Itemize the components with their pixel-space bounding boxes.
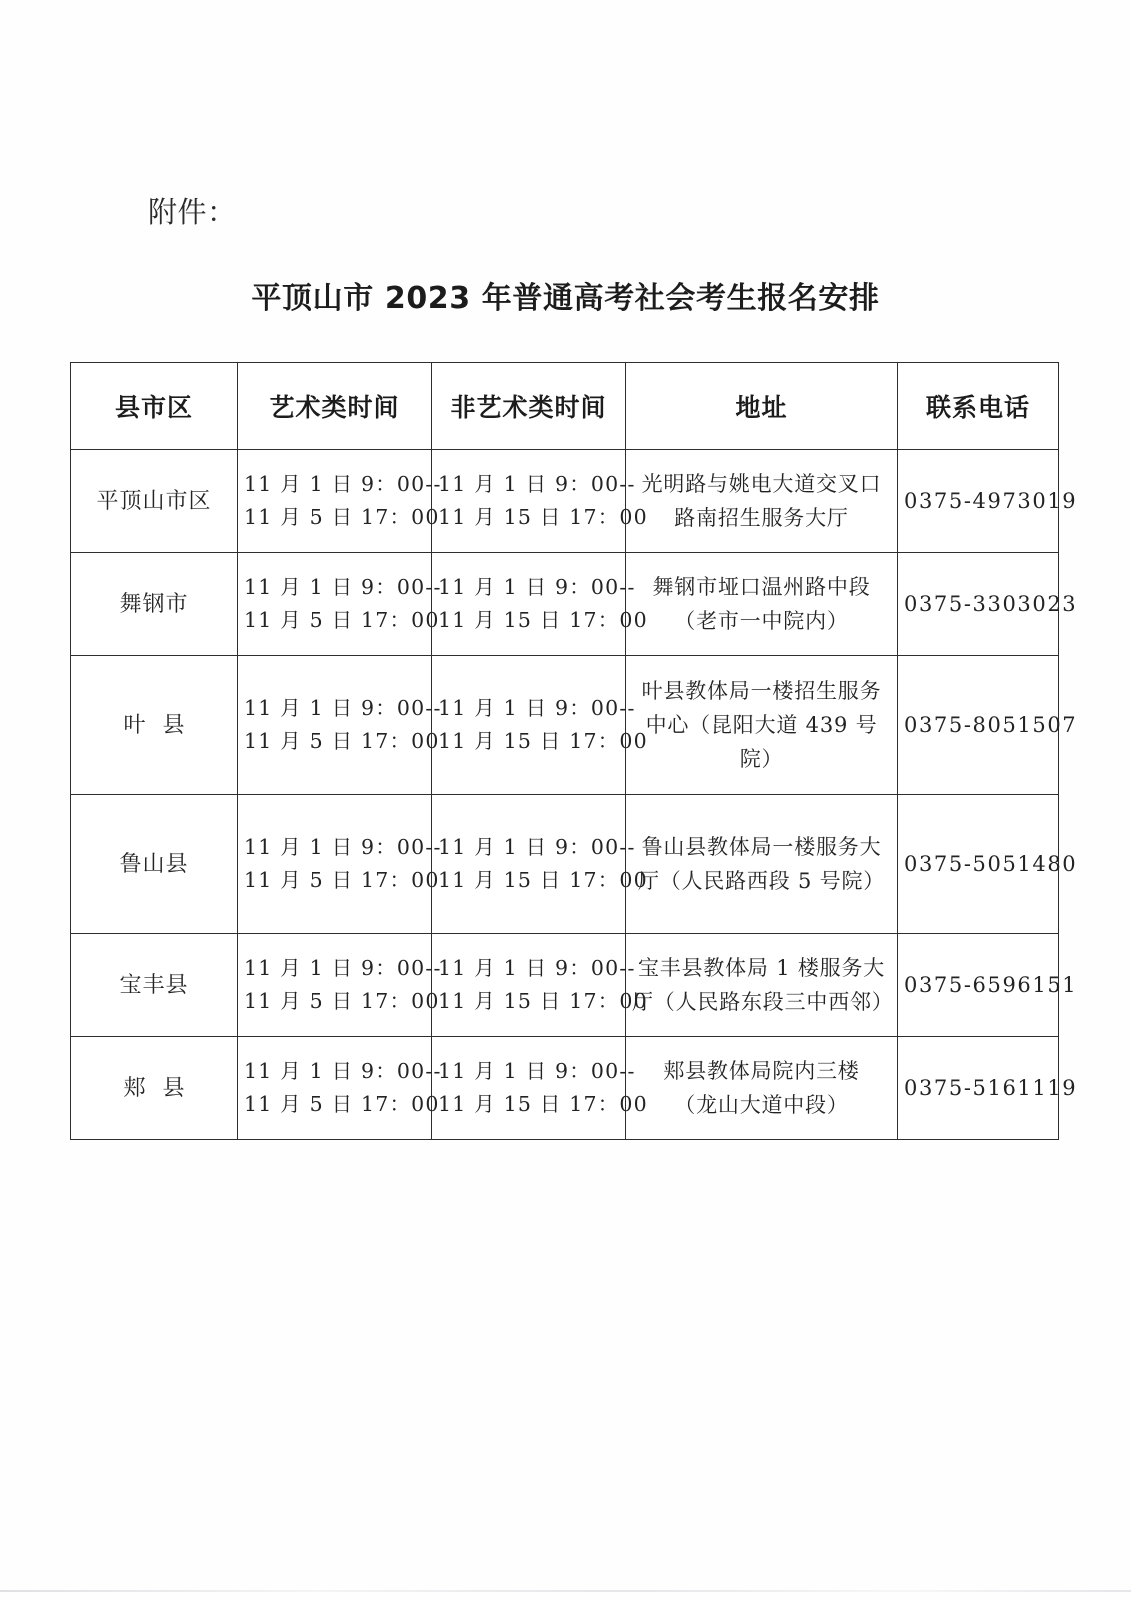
cell-nonart-time [432,1037,648,1140]
cell-art-time [238,656,442,795]
cell-art-time [238,553,442,656]
art-time-line-2: 11 月 5 日 17：00 [244,505,440,529]
registration-schedule-table [70,362,1078,1140]
nonart-time-line-2: 11 月 15 日 17：00 [438,989,648,1013]
column-header-art-time: 艺术类时间 [238,363,432,450]
cell-nonart-time [432,450,648,553]
art-time-line-1: 11 月 1 日 9：00-- [244,696,442,720]
art-time-line-1: 11 月 1 日 9：00-- [244,835,442,859]
cell-region: 舞钢市 [71,553,238,656]
cell-region: 平顶山市区 [71,450,238,553]
address-line-1: 叶县教体局一楼招生服务 [641,679,882,703]
nonart-time-line-1: 11 月 1 日 9：00-- [438,1059,636,1083]
cell-address [626,795,898,934]
art-time-line-2: 11 月 5 日 17：00 [244,1092,440,1116]
table-row [71,934,1059,1037]
cell-nonart-time [432,795,648,934]
art-time-line-1: 11 月 1 日 9：00-- [244,1059,442,1083]
page-title: 平顶山市 2023 年普通高考社会考生报名安排 [251,281,880,316]
column-header-region: 县市区 [71,363,238,450]
address-line-1: 舞钢市垭口温州路中段 [652,575,871,599]
address-line-2: 中心（昆阳大道 439 号院） [645,713,878,771]
table-row [71,656,1059,795]
cell-phone: 0375-6596151 [898,934,1059,1037]
cell-address [626,553,898,656]
address-line-1: 光明路与姚电大道交叉口 [641,472,882,496]
nonart-time-line-2: 11 月 15 日 17：00 [438,1092,648,1116]
address-line-1: 郏县教体局院内三楼 [663,1059,860,1083]
table-header-row [71,363,1059,450]
column-header-phone: 联系电话 [898,363,1059,450]
art-time-line-1: 11 月 1 日 9：00-- [244,575,442,599]
attachment-label: 附件： [148,195,237,229]
cell-art-time [238,1037,442,1140]
art-time-line-1: 11 月 1 日 9：00-- [244,956,442,980]
art-time-line-2: 11 月 5 日 17：00 [244,729,440,753]
nonart-time-line-1: 11 月 1 日 9：00-- [438,956,636,980]
cell-art-time [238,934,442,1037]
cell-nonart-time [432,553,648,656]
nonart-time-line-1: 11 月 1 日 9：00-- [438,575,636,599]
cell-address [626,450,898,553]
cell-region: 郏县 [71,1037,238,1140]
cell-region: 叶县 [71,656,238,795]
table-row [71,553,1059,656]
table-row [71,795,1059,934]
cell-address [626,934,898,1037]
cell-region: 鲁山县 [71,795,238,934]
cell-region: 宝丰县 [71,934,238,1037]
address-line-2: （龙山大道中段） [674,1093,849,1117]
cell-phone: 0375-5161119 [898,1037,1059,1140]
art-time-line-2: 11 月 5 日 17：00 [244,868,440,892]
scan-edge-artifact [0,1590,1131,1592]
art-time-line-2: 11 月 5 日 17：00 [244,608,440,632]
schedule-table-container [70,362,1078,1140]
cell-art-time [238,795,442,934]
column-header-address: 地址 [626,363,898,450]
nonart-time-line-2: 11 月 15 日 17：00 [438,868,648,892]
table-row [71,1037,1059,1140]
address-line-2: 厅（人民路东段三中西邻） [632,990,894,1014]
address-line-2: （老市一中院内） [674,609,849,633]
table-body [71,450,1078,1140]
cell-address [626,656,898,795]
cell-nonart-time [432,934,648,1037]
cell-address [626,1037,898,1140]
cell-phone: 0375-3303023 [898,553,1059,656]
column-header-nonart-time: 非艺术类时间 [432,363,626,450]
art-time-line-1: 11 月 1 日 9：00-- [244,472,442,496]
address-line-1: 宝丰县教体局 1 楼服务大 [637,956,886,980]
art-time-line-2: 11 月 5 日 17：00 [244,989,440,1013]
nonart-time-line-1: 11 月 1 日 9：00-- [438,472,636,496]
cell-phone: 0375-4973019 [898,450,1059,553]
cell-art-time [238,450,442,553]
table-row [71,450,1059,553]
nonart-time-line-1: 11 月 1 日 9：00-- [438,696,636,720]
nonart-time-line-1: 11 月 1 日 9：00-- [438,835,636,859]
nonart-time-line-2: 11 月 15 日 17：00 [438,729,648,753]
nonart-time-line-2: 11 月 15 日 17：00 [438,608,648,632]
nonart-time-line-2: 11 月 15 日 17：00 [438,505,648,529]
table-header [71,363,1059,450]
cell-phone: 0375-8051507 [898,656,1059,795]
address-line-2: 路南招生服务大厅 [674,506,849,530]
cell-phone: 0375-5051480 [898,795,1059,934]
cell-nonart-time [432,656,648,795]
address-line-2: 厅（人民路西段 5 号院） [637,869,886,893]
address-line-1: 鲁山县教体局一楼服务大 [641,835,882,859]
